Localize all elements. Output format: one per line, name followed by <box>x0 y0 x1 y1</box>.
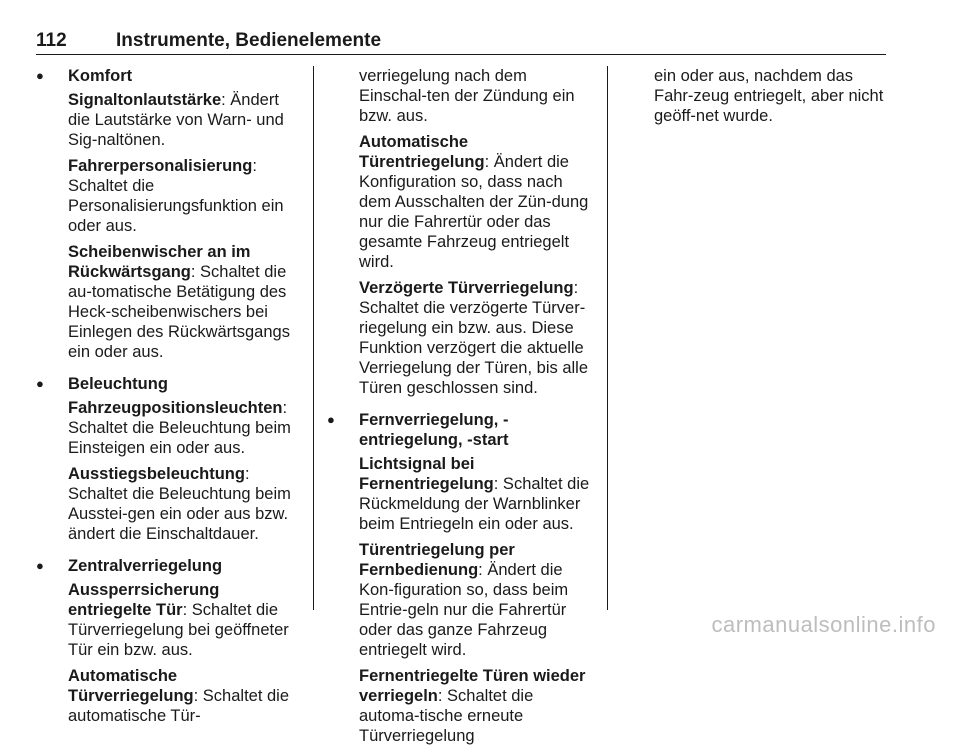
watermark: carmanualsonline.info <box>711 612 936 637</box>
setting-term: Fahrzeugpositionsleuchten <box>68 399 283 417</box>
setting-description: : Schaltet die Beleuchtung beim Einsteigen ein oder aus. <box>68 399 291 457</box>
setting-entry <box>327 66 597 126</box>
section-beleuchtung: ● Beleuchtung <box>36 374 300 394</box>
setting-term: Lichtsignal bei Fernentriegelung <box>359 455 494 493</box>
setting-entry <box>327 666 597 746</box>
column-divider <box>607 66 608 610</box>
setting-description: : Schaltet die Beleuchtung beim Ausstei-gen ein oder aus bzw. ändert die Einschaltdauer. <box>68 465 291 543</box>
setting-entry <box>622 66 886 126</box>
setting-term: Scheibenwischer an im Rückwärtsgang <box>68 243 251 281</box>
setting-term: Fernentriegelte Türen wieder verriegeln <box>359 667 586 705</box>
section-fernverriegelung: ● Fernverriegelung, -entriegelung, -start <box>327 410 597 450</box>
setting-term: Automatische Türentriegelung <box>359 133 485 171</box>
section-zentralverriegelung: ● Zentralverriegelung <box>36 556 300 576</box>
setting-description: : Schaltet die Rückmeldung der Warnblinker beim Entriegeln ein oder aus. <box>359 475 590 533</box>
text-column-2 <box>327 66 597 752</box>
setting-entry <box>327 132 597 272</box>
text-column-1 <box>36 66 300 732</box>
setting-description: ein oder aus, nachdem das Fahr-zeug entriegelt, aber nicht geöff-net wurde. <box>654 67 884 125</box>
setting-description: : Schaltet die automatische Tür- <box>68 687 290 725</box>
column-divider <box>313 66 314 610</box>
setting-term: Türentriegelung per Fernbedienung <box>359 541 515 579</box>
setting-entry <box>36 398 300 458</box>
setting-description: : Ändert die Kon-figuration so, dass beim Entrie-geln nur die Fahrertür oder das ganze Fahrzeug entriegelt wird. <box>359 561 569 659</box>
setting-description: verriegelung nach dem Einschal-ten der Zündung ein bzw. aus. <box>359 67 575 125</box>
setting-description: : Ändert die Konfiguration so, dass nach dem Ausschalten der Zün-dung nur die Fahrertür oder das gesamte Fahrzeug entriegelt wird. <box>359 153 589 271</box>
setting-entry <box>327 278 597 398</box>
setting-entry <box>36 242 300 362</box>
page-title: Instrumente, Bedienelemente <box>116 30 382 51</box>
setting-term: Signaltonlautstärke <box>68 91 222 109</box>
setting-description: : Schaltet die Personalisierungsfunktion ein oder aus. <box>68 157 284 235</box>
setting-term: Aussperrsicherung entriegelte Tür <box>68 581 220 619</box>
setting-entry <box>36 90 300 150</box>
setting-term: Fahrerpersonalisierung <box>68 157 253 175</box>
setting-entry <box>36 464 300 544</box>
page-header <box>36 30 886 55</box>
setting-term: Ausstiegsbeleuchtung <box>68 465 245 483</box>
setting-entry <box>36 156 300 236</box>
setting-description: : Schaltet die verzögerte Türver-riegelung ein bzw. aus. Diese Funktion verzögert die aktuelle Verriegelung der Türen, bis alle Türen geschlossen sind. <box>359 279 589 397</box>
setting-description: : Ändert die Lautstärke von Warn- und Sig-naltönen. <box>68 91 284 149</box>
setting-entry <box>36 580 300 660</box>
setting-entry <box>36 666 300 726</box>
setting-term: Automatische Türverriegelung <box>68 667 194 705</box>
page-number: 112 <box>36 30 67 51</box>
setting-entry <box>327 454 597 534</box>
setting-description: : Schaltet die au-tomatische Betätigung des Heck-scheibenwischers bei Einlegen des Rückwärtsgangs ein oder aus. <box>68 263 290 361</box>
setting-entry <box>327 540 597 660</box>
setting-description: : Schaltet die Türverriegelung bei geöffneter Tür ein bzw. aus. <box>68 601 289 659</box>
text-column-3 <box>622 66 886 132</box>
setting-term: Verzögerte Türverriegelung <box>359 279 574 297</box>
setting-description: : Schaltet die automa-tische erneute Türverriegelung <box>359 687 534 745</box>
section-komfort: ● Komfort <box>36 66 300 86</box>
